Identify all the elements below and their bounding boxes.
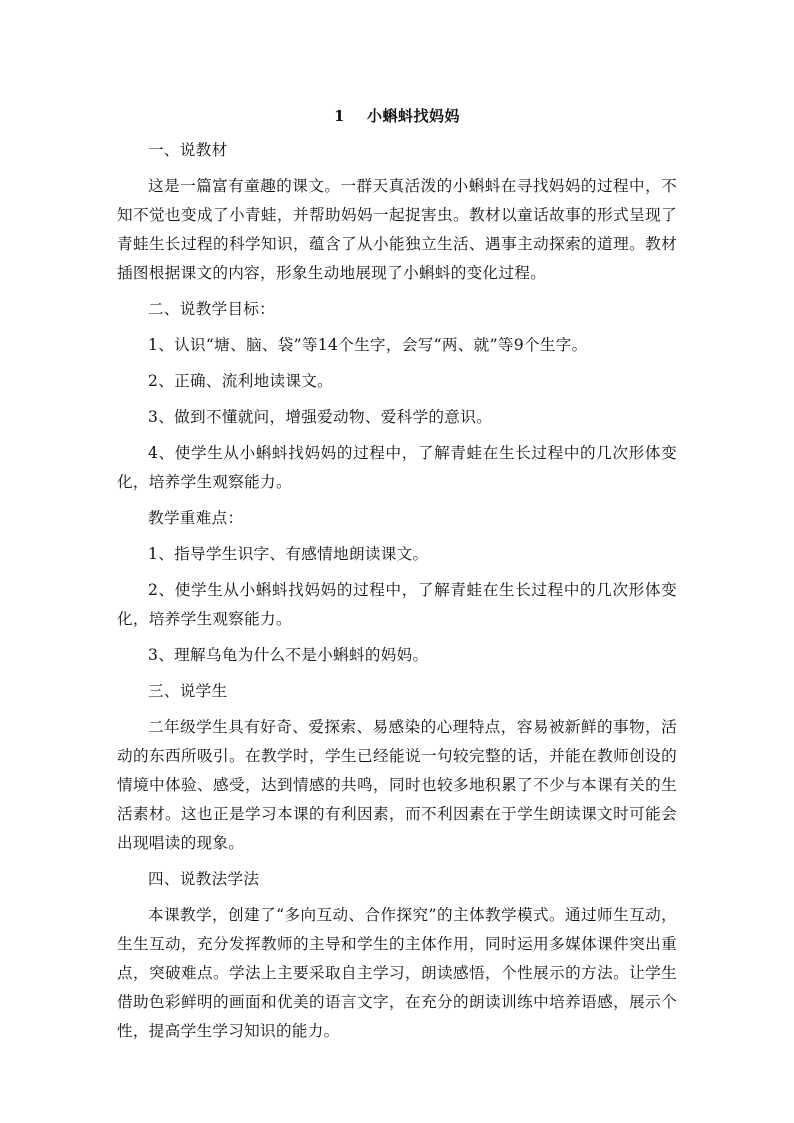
- section-heading-methods: 四、说教法学法: [148, 870, 260, 888]
- section-heading-students: 三、说学生: [148, 682, 228, 700]
- paragraph-students: 二年级学生具有好奇、爱探索、易感染的心理特点，容易被新鲜的事物，活动的东西所吸引。在教学时，学生已经能说一句较完整的话，并能在教师创设的情境中体验、感受，达到情感的共鸣，同时也较多地积累了不少与本课有关的生活素材。这也正是学习本课的有利因素，而不利因素在于学生朗读课文时可能会出现唱读的现象。: [117, 718, 677, 852]
- document-title: [117, 100, 677, 132]
- keypoint-item: 1、指导学生识字、有感情地朗读课文。: [148, 545, 429, 563]
- goal-item: 1、认识“塘、脑、袋”等14个生字，会写“两、就”等9个生字。: [148, 336, 588, 354]
- keypoints-heading: 教学重难点：: [148, 509, 244, 527]
- paragraph-methods: 本课教学，创建了“多向互动、合作探究”的主体教学模式。通过师生互动，生生互动，充分发挥教师的主导和学生的主体作用，同时运用多媒体课件突出重点，突破难点。学法上主要采取自主学习，朗读感悟，个性展示的方法。让学生借助色彩鲜明的画面和优美的语言文字，在充分的朗读训练中培养语感，展示个性，提高学生学习知识的能力。: [117, 906, 677, 1040]
- title-text: 小蝌蚪找妈妈: [366, 107, 460, 125]
- section-heading-textbook: 一、说教材: [148, 141, 228, 159]
- goal-item: 3、做到不懂就问，增强爱动物、爱科学的意识。: [148, 408, 492, 426]
- goal-item: 4、使学生从小蝌蚪找妈妈的过程中，了解青蛙在生长过程中的几次形体变化，培养学生观察能力。: [117, 444, 677, 491]
- section-heading-goals: 二、说教学目标：: [148, 300, 276, 318]
- keypoint-item: 3、理解乌龟为什么不是小蝌蚪的妈妈。: [148, 646, 429, 664]
- goal-item: 2、正确、流利地读课文。: [148, 372, 334, 390]
- document-page: [117, 100, 677, 1053]
- title-number: 1: [334, 107, 345, 125]
- paragraph-textbook: 这是一篇富有童趣的课文。一群天真活泼的小蝌蚪在寻找妈妈的过程中，不知不觉也变成了小青蛙，并帮助妈妈一起捉害虫。教材以童话故事的形式呈现了青蛙生长过程的科学知识，蕴含了从小能独立生活、遇事主动探索的道理。教材插图根据课文的内容，形象生动地展现了小蝌蚪的变化过程。: [117, 177, 677, 282]
- keypoint-item: 2、使学生从小蝌蚪找妈妈的过程中，了解青蛙在生长过程中的几次形体变化，培养学生观察能力。: [117, 581, 677, 628]
